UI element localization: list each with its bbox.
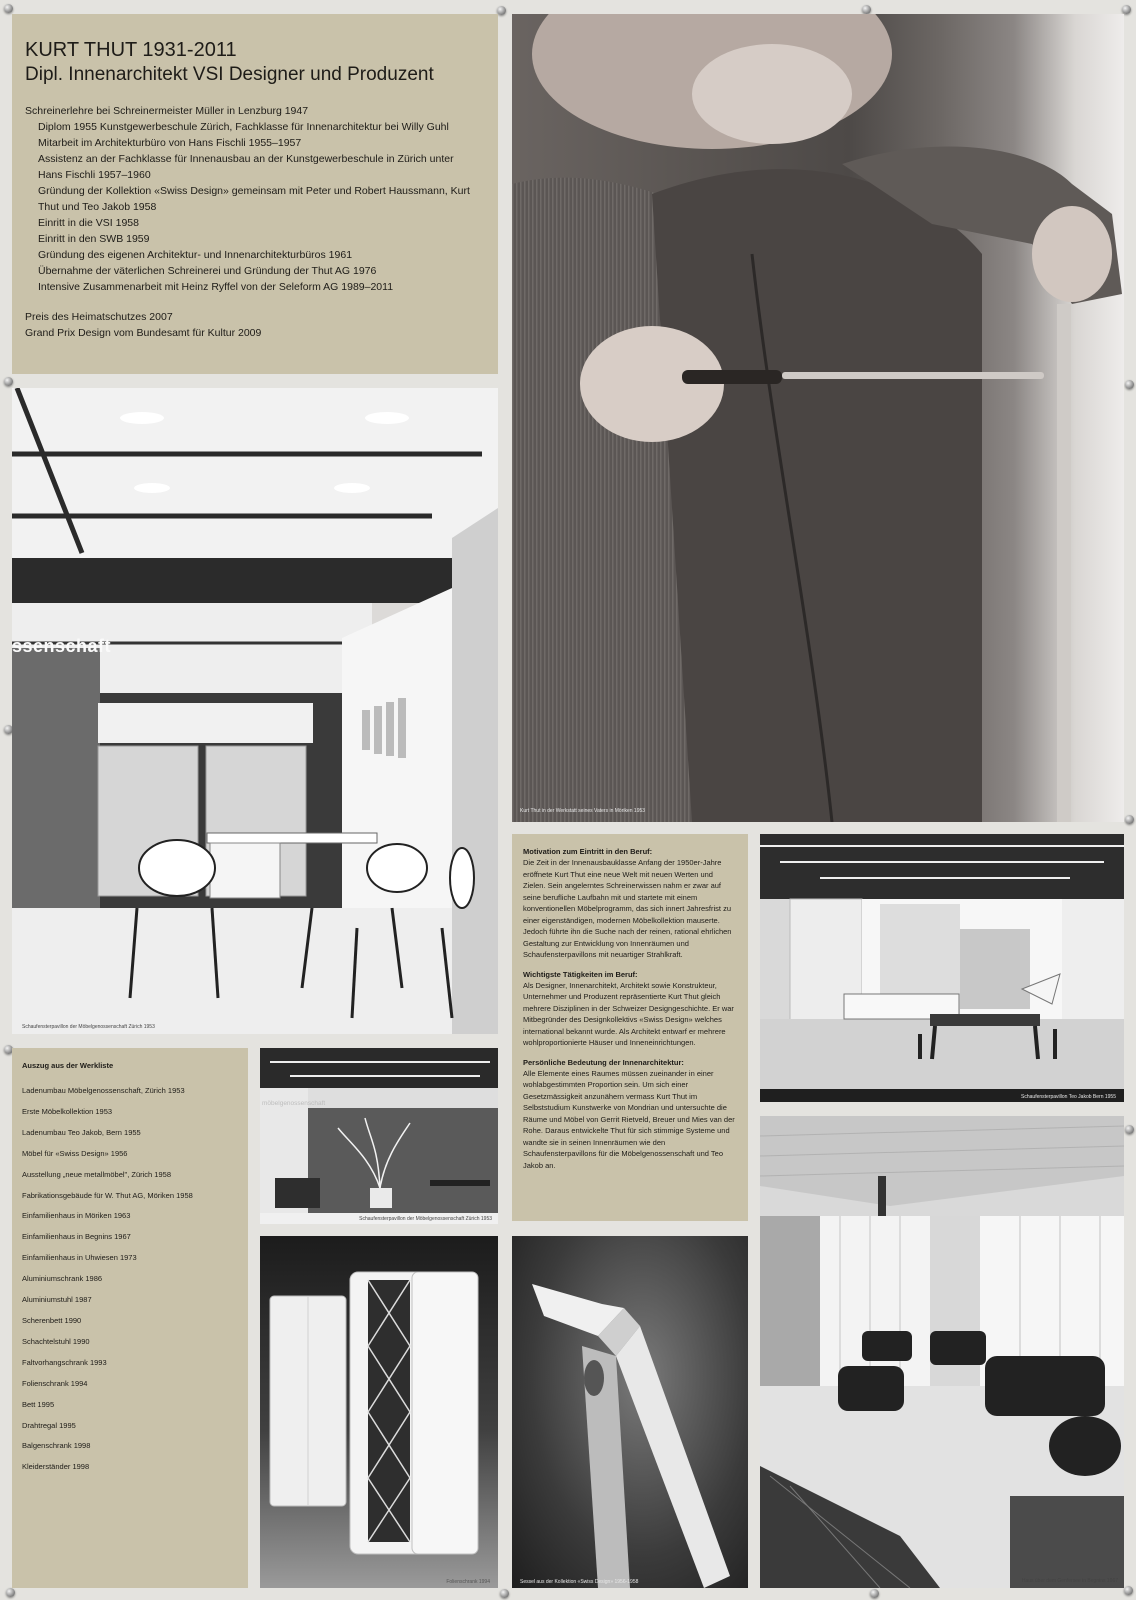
list-item: Ausstellung „neue metallmöbel", Zürich 1958 bbox=[22, 1169, 171, 1179]
pin bbox=[6, 1588, 15, 1597]
pavilion-small-illustration bbox=[260, 1048, 498, 1224]
pin bbox=[1125, 1125, 1134, 1134]
bio-line: Schreinerlehre bei Schreinermeister Müller in Lenzburg 1947 bbox=[25, 105, 309, 117]
list-item: Balgenschrank 1998 bbox=[22, 1441, 91, 1451]
list-item: Folienschrank 1994 bbox=[22, 1378, 88, 1388]
meaning-heading: Persönliche Bedeutung der Innenarchitektur: bbox=[523, 1057, 684, 1067]
pavilion-small-sign: möbelgenossenschaft bbox=[262, 1100, 326, 1107]
pavilion-small-caption: Schaufensterpavillon der Möbelgenossenschaft Zürich 1953 bbox=[359, 1216, 492, 1222]
list-item: Faltvorhangschrank 1993 bbox=[22, 1357, 107, 1367]
pin bbox=[1125, 380, 1134, 389]
house-begnins-caption: Haus über dem Genfersee in Begnins 1967 bbox=[1021, 1578, 1118, 1584]
bio-line: Assistenz an der Fachklasse für Innenausbau an der Kunstgewerbeschule in Zürich unter bbox=[38, 153, 454, 165]
pin bbox=[497, 6, 506, 15]
bio-line: Übernahme der väterlichen Schreinerei und Gründung der Thut AG 1976 bbox=[38, 265, 377, 277]
list-item: Aluminiumschrank 1986 bbox=[22, 1274, 103, 1284]
list-item: Einfamilienhaus in Uhwiesen 1973 bbox=[22, 1253, 137, 1263]
house-begnins-photo bbox=[760, 1116, 1124, 1588]
activities-heading: Wichtigste Tätigkeiten im Beruf: bbox=[523, 969, 638, 979]
pavilion-teo-jakob-photo bbox=[760, 834, 1124, 1102]
pin bbox=[4, 4, 13, 13]
award-line: Grand Prix Design vom Bundesamt für Kultur 2009 bbox=[25, 327, 262, 339]
pin bbox=[1124, 1586, 1133, 1595]
text-panel bbox=[512, 834, 748, 1221]
list-item: Erste Möbelkollektion 1953 bbox=[22, 1106, 113, 1116]
list-item: Einfamilienhaus in Begnins 1967 bbox=[22, 1232, 131, 1242]
award-line: Preis des Heimatschutzes 2007 bbox=[25, 311, 173, 323]
chair-detail-illustration bbox=[512, 1236, 748, 1588]
works-list-heading: Auszug aus der Werkliste bbox=[22, 1061, 114, 1070]
folienschrank-illustration bbox=[260, 1236, 498, 1588]
list-item: Ladenumbau Möbelgenossenschaft, Zürich 1953 bbox=[22, 1086, 185, 1095]
list-item: Aluminiumstuhl 1987 bbox=[22, 1295, 92, 1305]
pin bbox=[1122, 5, 1131, 14]
list-item: Bett 1995 bbox=[22, 1399, 55, 1409]
list-item: Ladenumbau Teo Jakob, Bern 1955 bbox=[22, 1127, 141, 1137]
works-list-panel bbox=[12, 1048, 248, 1588]
bio-line: Hans Fischli 1957–1960 bbox=[38, 169, 151, 181]
portrait-photo bbox=[512, 14, 1124, 822]
pin bbox=[862, 5, 871, 14]
bio-line: Einritt in den SWB 1959 bbox=[38, 233, 150, 245]
house-illustration bbox=[760, 1116, 1124, 1588]
pavilion-teo-jakob-caption: Schaufensterpavillon Teo Jakob Bern 1955 bbox=[1021, 1094, 1116, 1100]
chair-detail-caption: Sessel aus der Kollektion «Swiss Design» 1956-1958 bbox=[520, 1579, 639, 1585]
showroom-caption: Schaufensterpavillon der Möbelgenossenschaft Zürich 1953 bbox=[22, 1024, 155, 1030]
pin bbox=[870, 1589, 879, 1598]
list-item: Schachtelstuhl 1990 bbox=[22, 1336, 90, 1346]
works-list bbox=[22, 1081, 238, 1478]
bio-line: Thut und Teo Jakob 1958 bbox=[38, 201, 157, 213]
motivation-heading: Motivation zum Eintritt in den Beruf: bbox=[523, 847, 653, 856]
bio-line: Diplom 1955 Kunstgewerbeschule Zürich, Fachklasse für Innenarchitektur bei Willy Guhl bbox=[38, 121, 449, 133]
showroom-sign: ssenschaft bbox=[12, 636, 112, 656]
bio-line: Gründung des eigenen Architektur- und Innenarchitekturbüros 1961 bbox=[38, 249, 353, 261]
pavilion-illustration bbox=[760, 834, 1124, 1102]
meaning-body: Alle Elemente eines Raumes müssen zueinander in einer wohlabgestimmten Proportion sein. Um sich einer Gesetzmässigkeit anzunähern vermass Kurt Thut im Selbststudium Kunstwerke von Mondrian und untersuchte die Räume und Möbel von Gerrit Rietveld, Breuer und Mies van der Rohe. Daraus entwickelte Thut für sich stimmige Systeme und wandte sie in seinen Innenräumen wie den Schaufensterpavillons für die Möbelgenossenschaft und Teo Jakob an. bbox=[523, 1068, 735, 1170]
motivation-body: Die Zeit in der Innenausbauklasse Anfang der 1950er-Jahre eröffnete Kurt Thut eine neue Welt mit neuen Werten und Zielen. Sein angelerntes Schreinerwissen nahm er zwar auf seine berufliche Laufbahn mit und startete mit einem konventionellen Möbelprogramm, das sich innert Jahresfrist zu einer eigenständigen, modernen Möbelkollektion mauserte. Jedoch führte ihn die Suche nach der reinen, rational ehrlichen Gestaltung zur Entwicklung von Innenräumen und Schaufensterpavillons mit neuartiger Strahlkraft. bbox=[523, 858, 732, 959]
portrait-illustration bbox=[512, 14, 1124, 822]
list-item: Kleiderständer 1998 bbox=[22, 1462, 90, 1472]
bio-line: Einritt in die VSI 1958 bbox=[38, 217, 139, 229]
pin bbox=[500, 1589, 509, 1598]
showroom-photo bbox=[12, 388, 498, 1034]
bio-line: Intensive Zusammenarbeit mit Heinz Ryffel von der Seleform AG 1989–2011 bbox=[38, 281, 394, 293]
biography-panel bbox=[12, 14, 498, 374]
page-subtitle: Dipl. Innenarchitekt VSI Designer und Produzent bbox=[25, 64, 434, 85]
page-title: KURT THUT 1931-2011 bbox=[25, 39, 237, 61]
list-item: Fabrikationsgebäude für W. Thut AG, Möriken 1958 bbox=[22, 1190, 193, 1200]
pavilion-small-photo bbox=[260, 1048, 498, 1224]
showroom-illustration bbox=[12, 388, 498, 1034]
bio-line: Mitarbeit im Architekturbüro von Hans Fischli 1955–1957 bbox=[38, 137, 302, 149]
activities-body: Als Designer, Innenarchitekt, Architekt sowie Konstrukteur, Unternehmer und Produzent repräsentierte Kurt Thut gleich mehrere Disziplinen in der Schweizer Designgeschichte. Er war Mitbegründer des Designkollektivs «Swiss Design» welches international bekannt wurde. Als Architekt entwarf er mehrere wohlproportionierte Häuser und Inneneinrichtungen. bbox=[523, 980, 734, 1047]
list-item: Einfamilienhaus in Möriken 1963 bbox=[22, 1211, 131, 1221]
list-item: Scherenbett 1990 bbox=[22, 1315, 82, 1325]
folienschrank-caption: Folienschrank 1994 bbox=[446, 1579, 490, 1585]
pin bbox=[4, 377, 13, 386]
portrait-caption: Kurt Thut in der Werkstatt seines Vaters in Möriken 1953 bbox=[520, 808, 646, 814]
pin bbox=[1125, 815, 1134, 824]
list-item: Möbel für «Swiss Design» 1956 bbox=[22, 1148, 128, 1158]
bio-line: Gründung der Kollektion «Swiss Design» gemeinsam mit Peter und Robert Haussmann, Kurt bbox=[38, 185, 470, 197]
chair-detail-photo bbox=[512, 1236, 748, 1588]
folienschrank-photo bbox=[260, 1236, 498, 1588]
list-item: Drahtregal 1995 bbox=[22, 1420, 76, 1430]
